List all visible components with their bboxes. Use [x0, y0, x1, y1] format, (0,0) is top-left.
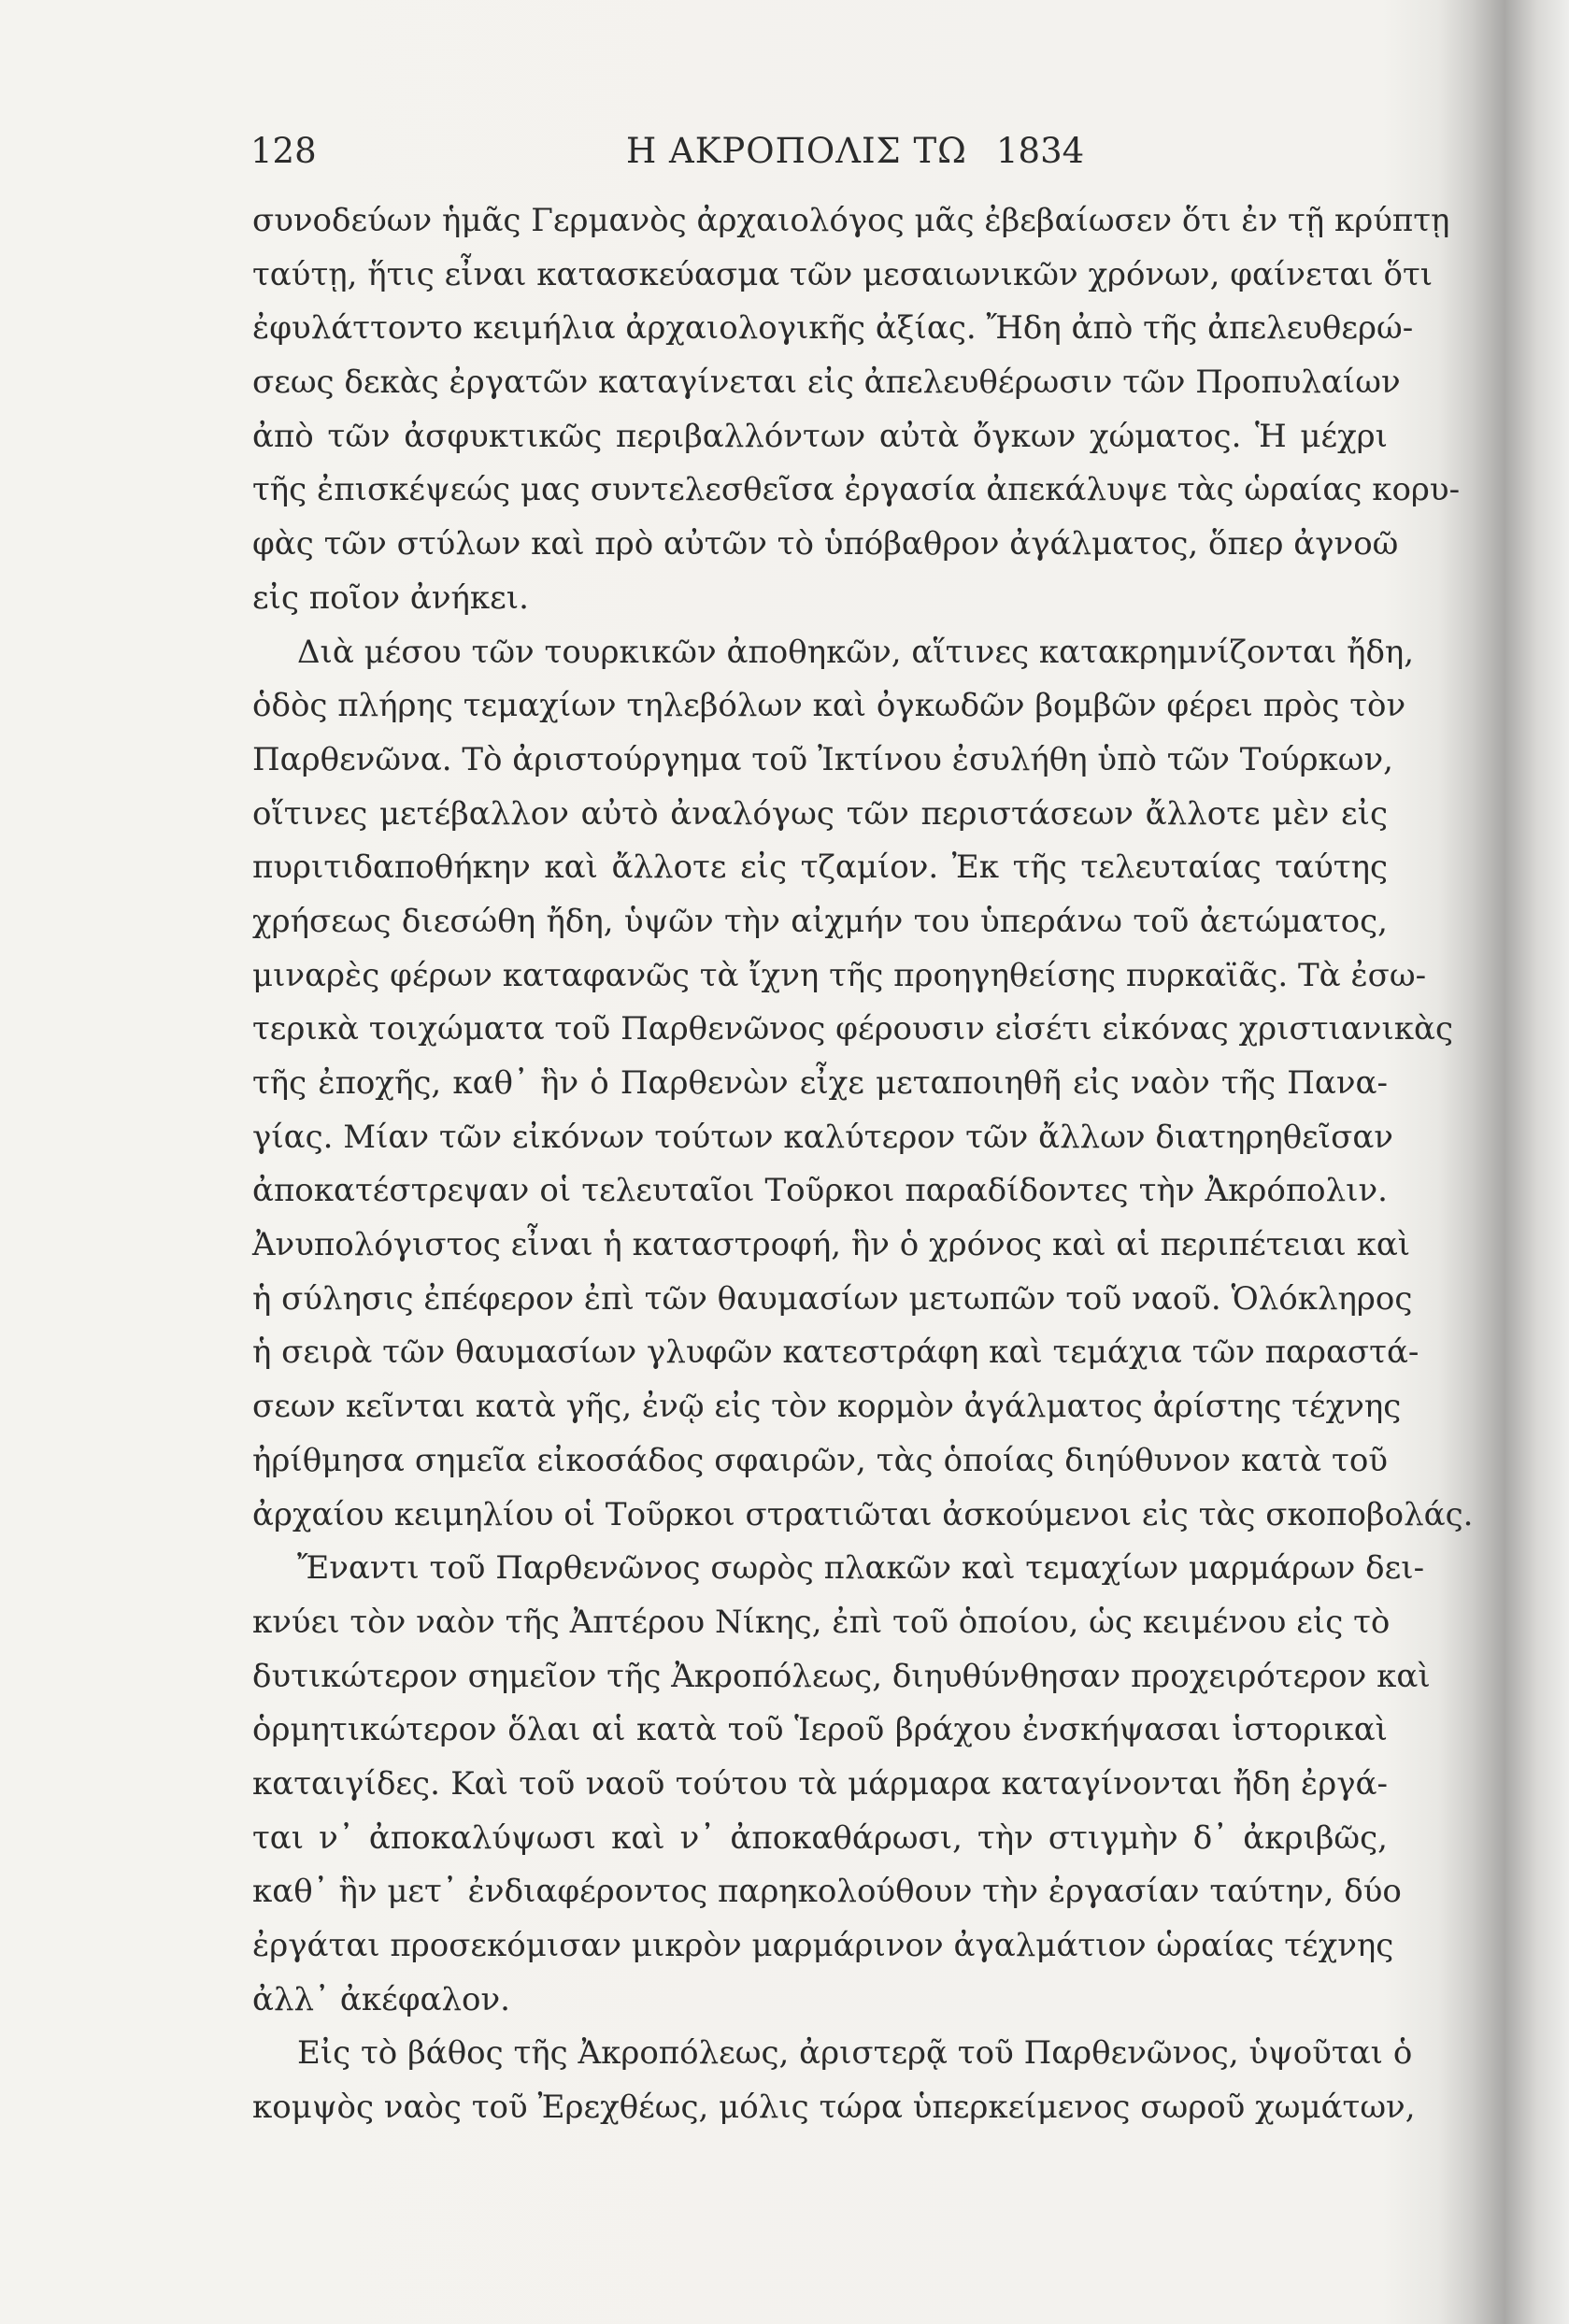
text-line: ὁδὸς πλήρης τεμαχίων τηλεβόλων καὶ ὀγκωδῶν βομβῶν φέρει πρὸς τὸν [252, 687, 1406, 725]
text-line: τῆς ἐπισκέψεώς μας συντελεσθεῖσα ἐργασία ἀπεκάλυψε τὰς ὡραίας κορυ- [252, 471, 1461, 509]
text-line: ἀρχαίου κειμηλίου οἱ Τοῦρκοι στρατιῶται ἀσκούμενοι εἰς τὰς σκοποβολάς. [252, 1495, 1474, 1533]
text-line: καταιγίδες. Καὶ τοῦ ναοῦ τούτου τὰ μάρμαρα καταγίνονται ἤδη ἐργά- [252, 1764, 1388, 1803]
text-line: Παρθενῶνα. Τὸ ἀριστούργημα τοῦ Ἰκτίνου ἐσυλήθη ὑπὸ τῶν Τούρκων, [252, 740, 1393, 778]
text-line: ἡ σειρὰ τῶν θαυμασίων γλυφῶν κατεστράφη καὶ τεμάχια τῶν παραστά- [252, 1333, 1419, 1372]
text-line: κνύει τὸν ναὸν τῆς Ἀπτέρου Νίκης, ἐπὶ τοῦ ὁποίου, ὡς κειμένου εἰς τὸ [252, 1603, 1391, 1641]
text-line: Διὰ μέσου τῶν τουρκικῶν ἀποθηκῶν, αἵτινες κατακρημνίζονται ἤδη, [297, 633, 1415, 671]
text-line: ἐφυλάττοντο κειμήλια ἀρχαιολογικῆς ἀξίας. Ἤδη ἀπὸ τῆς ἀπελευθερώ- [252, 309, 1414, 348]
text-line: Ἀνυπολόγιστος εἶναι ἡ καταστροφή, ἣν ὁ χρόνος καὶ αἱ περιπέτειαι καὶ [252, 1226, 1411, 1264]
text-line: δυτικώτερον σημεῖον τῆς Ἀκροπόλεως, διηυθύνθησαν προχειρότερον καὶ [252, 1657, 1431, 1695]
text-line: χρήσεως διεσώθη ἤδη, ὑψῶν τὴν αἰχμήν του ὑπεράνω τοῦ ἀετώματος, [252, 902, 1388, 940]
page-number: 128 [250, 131, 317, 171]
text-line: οἵτινες μετέβαλλον αὐτὸ ἀναλόγως τῶν περιστάσεων ἄλλοτε μὲν εἰς [252, 794, 1388, 833]
text-line: μιναρὲς φέρων καταφανῶς τὰ ἴχνη τῆς προηγηθείσης πυρκαϊᾶς. Τὰ ἐσω- [252, 956, 1427, 994]
text-line: καθ᾽ ἣν μετ᾽ ἐνδιαφέροντος παρηκολούθουν τὴν ἐργασίαν ταύτην, δύο [252, 1873, 1402, 1911]
text-line: κομψὸς ναὸς τοῦ Ἐρεχθέως, μόλις τώρα ὑπερκείμενος σωροῦ χωμάτων, [252, 2089, 1416, 2127]
text-line: σεων κεῖνται κατὰ γῆς, ἐνῷ εἰς τὸν κορμὸν ἀγάλματος ἀρίστης τέχνης [252, 1388, 1402, 1426]
text-line: ὁρμητικώτερον ὅλαι αἱ κατὰ τοῦ Ἱεροῦ βράχου ἐνσκήψασαι ἱστορικαὶ [252, 1711, 1388, 1749]
text-line: ἡ σύλησις ἐπέφερον ἐπὶ τῶν θαυμασίων μετωπῶν τοῦ ναοῦ. Ὁλόκληρος [252, 1279, 1413, 1318]
text-line: ἀπὸ τῶν ἀσφυκτικῶς περιβαλλόντων αὐτὰ ὄγκων χώματος. Ἡ μέχρι [252, 417, 1388, 455]
text-line: εἰς ποῖον ἀνήκει. [252, 578, 529, 617]
body-text [252, 194, 1474, 2135]
text-line: ἀποκατέστρεψαν οἱ τελευταῖοι Τοῦρκοι παραδίδοντες τὴν Ἀκρόπολιν. [252, 1172, 1388, 1210]
text-line: ται ν᾽ ἀποκαλύψωσι καὶ ν᾽ ἀποκαθάρωσι, τὴν στιγμὴν δ᾽ ἀκριβῶς, [252, 1818, 1388, 1857]
running-year: 1834 [996, 131, 1085, 171]
text-line: Ἔναντι τοῦ Παρθενῶνος σωρὸς πλακῶν καὶ τεμαχίων μαρμάρων δει- [297, 1549, 1425, 1588]
text-line: ἠρίθμησα σημεῖα εἰκοσάδος σφαιρῶν, τὰς ὁποίας διηύθυνον κατὰ τοῦ [252, 1441, 1388, 1479]
text-line: ἀλλ᾽ ἀκέφαλον. [252, 1980, 510, 2018]
running-title: Η ΑΚΡΟΠΟΛΙΣ ΤΩ [626, 131, 967, 171]
text-line: τερικὰ τοιχώματα τοῦ Παρθενῶνος φέρουσιν εἰσέτι εἰκόνας χριστιανικὰς [252, 1010, 1454, 1048]
text-line: φὰς τῶν στύλων καὶ πρὸ αὐτῶν τὸ ὑπόβαθρον ἀγάλματος, ὅπερ ἀγνοῶ [252, 525, 1399, 563]
text-line: συνοδεύων ἡμᾶς Γερμανὸς ἀρχαιολόγος μᾶς ἐβεβαίωσεν ὅτι ἐν τῇ κρύπτῃ [252, 202, 1450, 239]
text-line: Εἰς τὸ βάθος τῆς Ἀκροπόλεως, ἀριστερᾷ τοῦ Παρθενῶνος, ὑψοῦται ὁ [297, 2034, 1413, 2073]
text-line: πυριτιδαποθήκην καὶ ἄλλοτε εἰς τζαμίον. Ἐκ τῆς τελευταίας ταύτης [252, 848, 1388, 887]
text-line: γίας. Μίαν τῶν εἰκόνων τούτων καλύτερον τῶν ἄλλων διατηρηθεῖσαν [252, 1118, 1393, 1156]
text-line: σεως δεκὰς ἐργατῶν καταγίνεται εἰς ἀπελευθέρωσιν τῶν Προπυλαίων [252, 364, 1401, 402]
text-line: ταύτῃ, ἥτις εἶναι κατασκεύασμα τῶν μεσαιωνικῶν χρόνων, φαίνεται ὅτι [252, 255, 1433, 293]
text-line: ἐργάται προσεκόμισαν μικρὸν μαρμάρινον ἀγαλμάτιον ὡραίας τέχνης [252, 1927, 1394, 1964]
text-line: τῆς ἐποχῆς, καθ᾽ ἣν ὁ Παρθενὼν εἶχε μεταποιηθῆ εἰς ναὸν τῆς Πανα- [252, 1064, 1388, 1102]
